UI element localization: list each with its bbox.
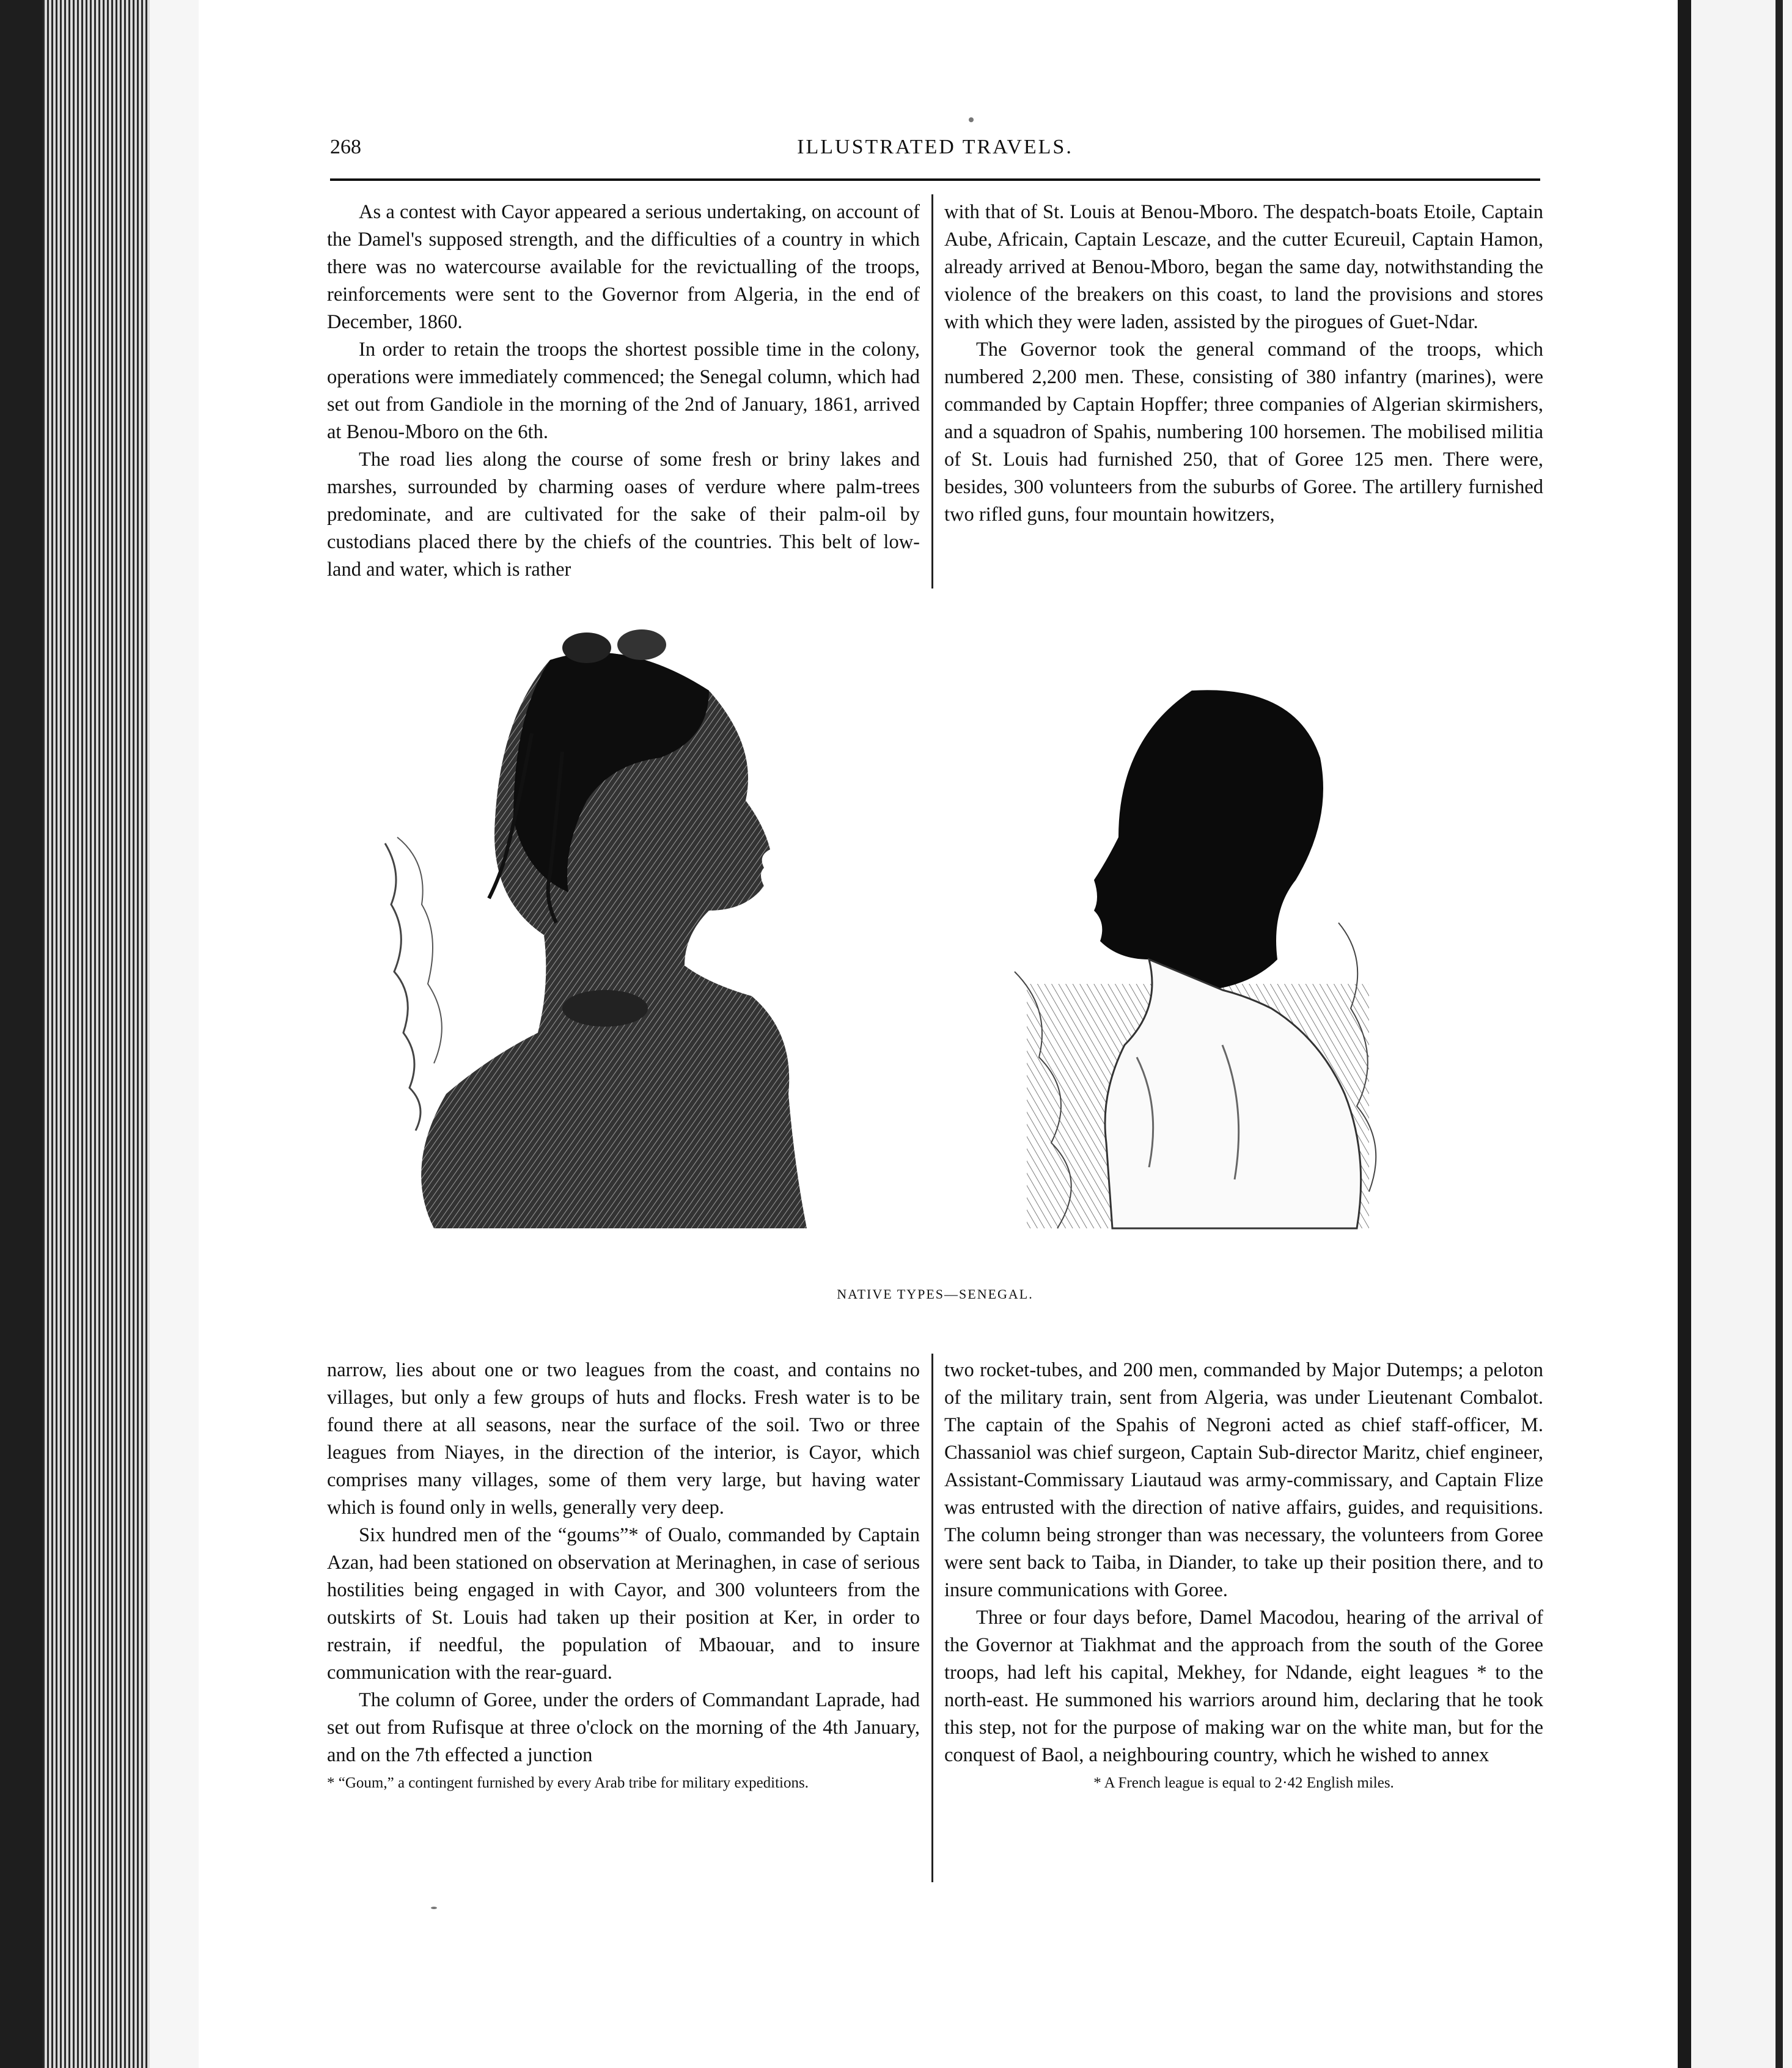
facing-page-border: [1678, 0, 1691, 2068]
book-spine: [0, 0, 43, 2068]
facing-page-edge: [1678, 0, 1792, 2068]
paragraph: The Governor took the general command of the troops, which numbered 2,200 men. These, consisting of 380 infantry (marines), were commanded by Captain Hopffer; three companies of Algerian skirmishers, and a squadron of Spahis, numbering 100 horsemen. The mobilised militia of St. Louis had furnished 250, that of Goree 125 men. There were, besides, 300 volunteers from the suburbs of Goree. The artillery furnished two rifled guns, four mountain howitzers,: [944, 339, 1543, 526]
facing-page-border-outer: [1775, 0, 1783, 2068]
paragraph: The road lies along the course of some fresh or briny lakes and marshes, surrounded by charming oases of verdure where palm-trees predominate, and are cultivated for the sake of their palm-oil by custodians placed there by the chiefs of the countries. This belt of low-land and water, which is rather: [327, 449, 920, 581]
paragraph: In order to retain the troops the shortest possible time in the colony, operations were immediately commenced; the Senegal column, which had set out from Gandiole in the morning of the 2nd of January, 1861, arrived at Benou-Mboro on the 6th.: [327, 339, 920, 443]
column-top-right: [944, 199, 1543, 529]
paragraph: with that of St. Louis at Benou-Mboro. The despatch-boats Etoile, Captain Aube, Africain, Captain Lescaze, and the cutter Ecureuil, Captain Hamon, already arrived at Benou-Mboro, began the same day, notwithstanding the violence of the breakers on this coast, to land the provisions and stores with which they were laden, assisted by the pirogues of Guet-Ndar.: [944, 201, 1543, 333]
gutter: [150, 0, 199, 2068]
paragraph: As a contest with Cayor appeared a serious undertaking, on account of the Damel's supposed strength, and the difficulties of a country in which there was no watercourse available for the revictualling of the troops, reinforcements were sent to the Governor from Algeria, in the end of December, 1860.: [327, 201, 920, 333]
page-number: 268: [330, 136, 361, 158]
footnote: * “Goum,” a contingent furnished by every Arab tribe for military expeditions.: [327, 1775, 809, 1791]
boy-portrait: [1015, 690, 1376, 1228]
ink-speck: [431, 1907, 437, 1909]
running-head: [330, 136, 1540, 166]
column-divider-bottom: [931, 1354, 933, 1882]
ink-speck: [969, 117, 974, 122]
column-divider-top: [931, 194, 933, 588]
illustration-caption: NATIVE TYPES—SENEGAL.: [837, 1286, 1034, 1302]
engraving-native-types: [367, 617, 1491, 1265]
column-bottom-right: [944, 1357, 1543, 1793]
paragraph: Six hundred men of the “goums”* of Oualo, commanded by Captain Azan, had been stationed on observation at Merinaghen, in case of serious hostilities being engaged in with Cayor, and 300 volunteers from the outskirts of St. Louis had taken up their position at Ker, in order to restrain, if needful, the population of Mbaouar, and to insure communication with the rear-guard.: [327, 1524, 920, 1684]
paragraph: two rocket-tubes, and 200 men, commanded by Major Dutemps; a peloton of the military train, sent from Algeria, was under Lieutenant Combalot. The captain of the Spahis of Negroni acted as chief staff-officer, M. Chassaniol was chief surgeon, Captain Sub-director Maritz, chief engineer, Assistant-Commissary Liautaud was army-commissary, and Captain Flize was entrusted with the direction of native affairs, guides, and requisitions. The column being stronger than was necessary, the volunteers from Goree were sent back to Taiba, in Diander, to take up their position there, and to insure communications with Goree.: [944, 1359, 1543, 1601]
running-title: ILLUSTRATED TRAVELS.: [797, 136, 1073, 158]
paragraph: Three or four days before, Damel Macodou, hearing of the arrival of the Governor at Tiakhmat and the approach from the south of the Goree troops, had left his capital, Mekhey, for Ndande, eight leagues * to the north-east. He summoned his warriors around him, declaring that he took this step, not for the purpose of making war on the white man, but for the conquest of Baol, a neighbouring country, which he wished to annex: [944, 1607, 1543, 1766]
page-stack-edge: [43, 0, 150, 2068]
paragraph: The column of Goree, under the orders of Commandant Laprade, had set out from Rufisque at three o'clock on the morning of the 4th January, and on the 7th effected a junction: [327, 1689, 920, 1766]
column-top-left: [327, 199, 920, 584]
header-rule: [330, 178, 1540, 181]
footnote: * A French league is equal to 2·42 English miles.: [1093, 1775, 1394, 1791]
woman-portrait: [421, 629, 807, 1228]
portrait-engravings: [367, 617, 1491, 1265]
paragraph: narrow, lies about one or two leagues from the coast, and contains no villages, but only a few groups of huts and flocks. Fresh water is to be found there at all seasons, near the surface of the soil. Two or three leagues from Niayes, in the direction of the interior, is Cayor, which comprises many villages, some of them very large, but having water which is found only in wells, generally very deep.: [327, 1359, 920, 1519]
column-bottom-left: [327, 1357, 920, 1793]
